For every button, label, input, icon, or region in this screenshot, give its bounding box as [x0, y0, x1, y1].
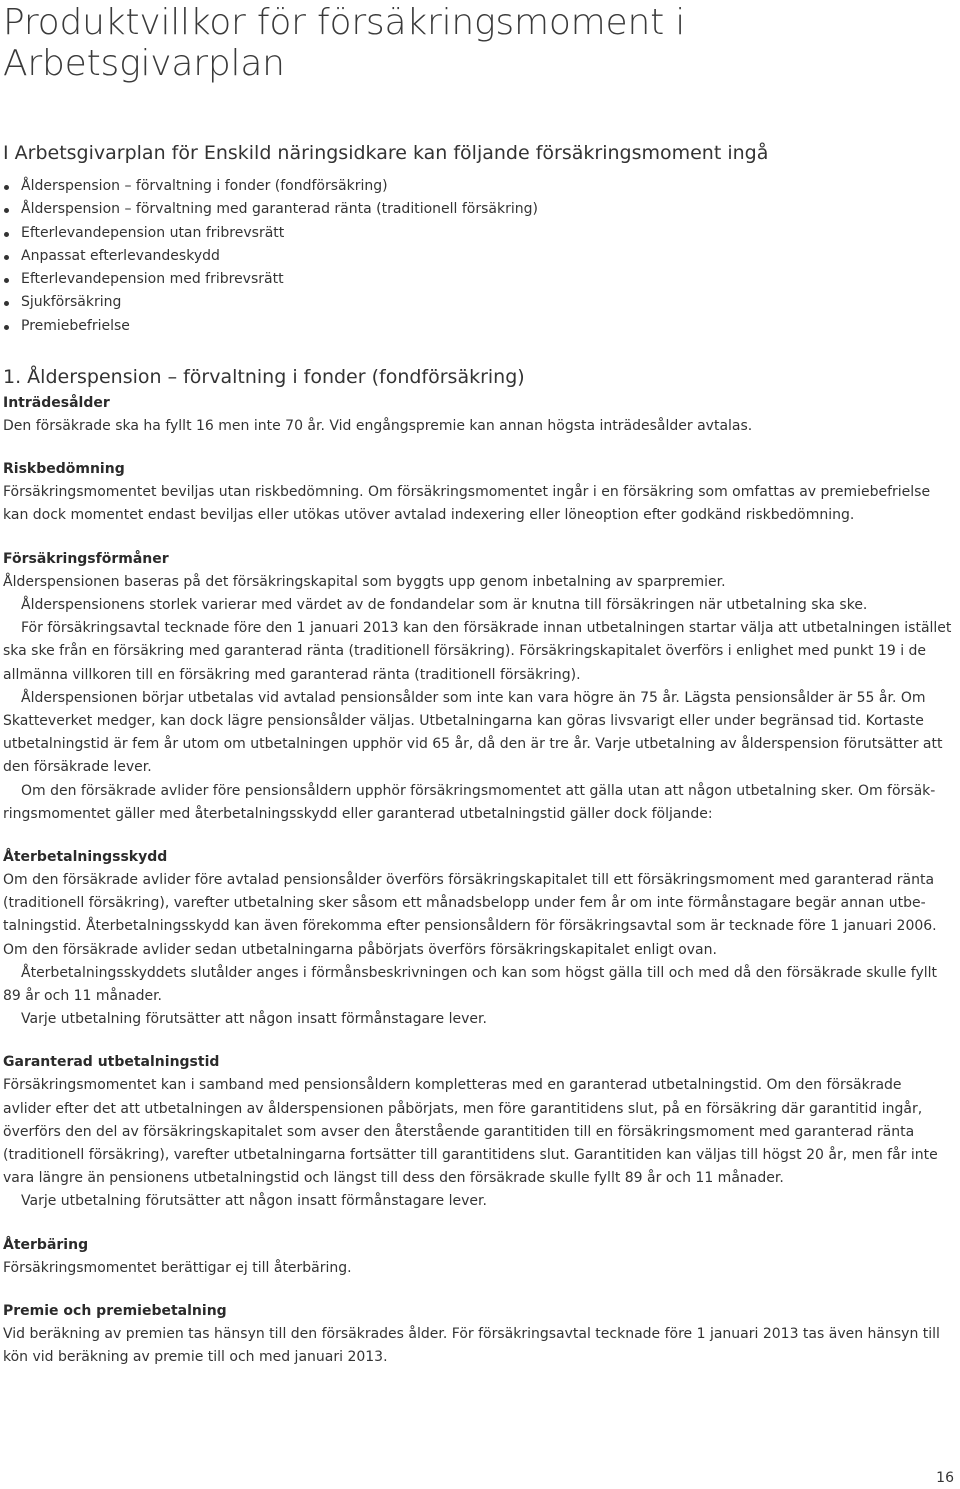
paragraph: Ålderspensionen baseras på det försäkringskapital som byggts upp genom inbetalning av sparpremier. — [3, 573, 726, 590]
subheading: Inträdesålder — [3, 395, 110, 412]
paragraph: Varje utbetalning förutsätter att någon insatt förmånstagare lever. — [21, 1193, 487, 1210]
list-item: Efterlevandepension utan fribrevsrätt — [3, 222, 953, 245]
list-item: Anpassat efterlevandeskydd — [3, 245, 953, 268]
subheading: Riskbedömning — [3, 461, 125, 478]
paragraph: Om den försäkrade avlider före avtalad pensionsålder överförs försäkringskapitalet till ett försäkringsmoment med garanterad ränta (traditionell försäkring), varefter utbetalning sker såsom ett månadsbelopp under fem år om inte förmånstagare begär annan utbetalningstid. Återbetalningsskydd kan även förekomma efter pensionsåldern för försäkringsavtal som är tecknade före 1 januari 2006. Om den försäkrade avlider sedan utbetalningarna påbörjats överförs försäkringskapitalet enligt ovan. — [3, 871, 937, 958]
page-number: 16 — [936, 1470, 954, 1486]
paragraph: Den försäkrade ska ha fyllt 16 men inte 70 år. Vid engångspremie kan annan högsta inträdesålder avtalas. — [3, 418, 753, 435]
subheading: Återbetalningsskydd — [3, 848, 168, 865]
paragraph: Ålderspensionen börjar utbetalas vid avtalad pensionsålder som inte kan vara högre än 75 år. Lägsta pensionsålder är 55 år. Om Skatteverket medger, kan dock lägre pensionsålder väljas. Utbetalningarna kan göras livsvarigt eller under begränsad tid. Kortaste utbetalningstid är fem år utom om utbetalningen upphör vid 65 år, då den är tre år. Varje utbetalning av ålderspension förutsätter att den försäkrade lever. — [3, 689, 943, 776]
paragraph: Försäkringsmomentet berättigar ej till återbäring. — [3, 1259, 352, 1276]
paragraph: Varje utbetalning förutsätter att någon insatt förmånstagare lever. — [21, 1011, 487, 1028]
paragraph: Ålderspensionens storlek varierar med värdet av de fondandelar som är knutna till försäkringen när utbetalning ska ske. — [21, 596, 868, 613]
moment-list — [3, 175, 953, 338]
subheading: Återbäring — [3, 1236, 89, 1253]
paragraph: Försäkringsmomentet beviljas utan riskbedömning. Om försäkringsmomentet ingår i en försäkring som omfattas av premiebefrielse kan dock momentet endast beviljas eller utökas utöver avtalad indexering eller löneoption efter godkänd riskbedömning. — [3, 484, 931, 524]
section-intradesalder — [3, 392, 953, 438]
page-title: Produktvillkor för försäkringsmoment i Arbetsgivarplan — [3, 2, 686, 84]
subheading: Försäkringsförmåner — [3, 550, 169, 567]
section-heading: 1. Ålderspension – förvaltning i fonder (fondförsäkring) — [3, 366, 525, 389]
section-garanterad-utbetalningstid — [3, 1051, 953, 1213]
section-forsakringsformaner — [3, 548, 953, 826]
section-aterbaring — [3, 1234, 953, 1280]
list-item: Premiebefrielse — [3, 315, 953, 338]
paragraph: För försäkringsavtal tecknade före den 1 januari 2013 kan den försäkrade innan utbetalningen startar välja att utbetalningen istället ska ske från en försäkring med garanterad ränta (traditionell försäkring). Försäkringskapitalet överförs i enlighet med punkt 19 i de allmänna villkoren till en försäkring med garanterad ränta (traditionell försäkring). — [3, 620, 952, 683]
paragraph: Vid beräkning av premien tas hänsyn till den försäkrades ålder. För försäkringsavtal tecknade före 1 januari 2013 tas även hänsyn till kön vid beräkning av premie till och med januari 2013. — [3, 1325, 940, 1365]
list-item: Ålderspension – förvaltning med garanterad ränta (traditionell försäkring) — [3, 198, 953, 221]
list-item: Efterlevandepension med fribrevsrätt — [3, 268, 953, 291]
section-riskbedomning — [3, 458, 953, 527]
document-page — [3, 0, 953, 1369]
paragraph: Återbetalningsskyddets slutålder anges i förmånsbeskrivningen och kan som högst gälla till och med då den försäkrade skulle fyllt 89 år och 11 månader. — [3, 964, 938, 1004]
paragraph: Om den försäkrade avlider före pensionsåldern upphör försäkringsmomentet att gälla utan att någon utbetalning sker. Om försäkringsmomentet gäller med återbetalningsskydd eller garanterad utbetalningstid gäller dock följande: — [3, 782, 936, 822]
intro-text: I Arbetsgivarplan för Enskild näringsidkare kan följande försäkringsmoment ingå — [3, 142, 769, 164]
list-item: Ålderspension – förvaltning i fonder (fondförsäkring) — [3, 175, 953, 198]
list-item: Sjukförsäkring — [3, 291, 953, 314]
paragraph: Försäkringsmomentet kan i samband med pensionsåldern kompletteras med en garanterad utbetalningstid. Om den försäkrade avlider efter det att utbetalningen av ålderspensionen påbörjats, men före garantitidens slut, på en försäkring där garantitid ingår, överförs den del av försäkringskapitalet som avser den återstående garantitiden till en försäkringsmoment med garanterad ränta (traditionell försäkring), varefter utbetalningarna fortsätter till garantitidens slut. Garantitiden kan väljas till högst 20 år, men får inte vara längre än pensionens utbetalningstid och längst till dess den försäkrade skulle fyllt 89 år och 11 månader. — [3, 1077, 938, 1187]
section-premie — [3, 1300, 953, 1369]
section-aterbetalningsskydd — [3, 846, 953, 1031]
subheading: Garanterad utbetalningstid — [3, 1054, 220, 1071]
subheading: Premie och premiebetalning — [3, 1302, 227, 1319]
